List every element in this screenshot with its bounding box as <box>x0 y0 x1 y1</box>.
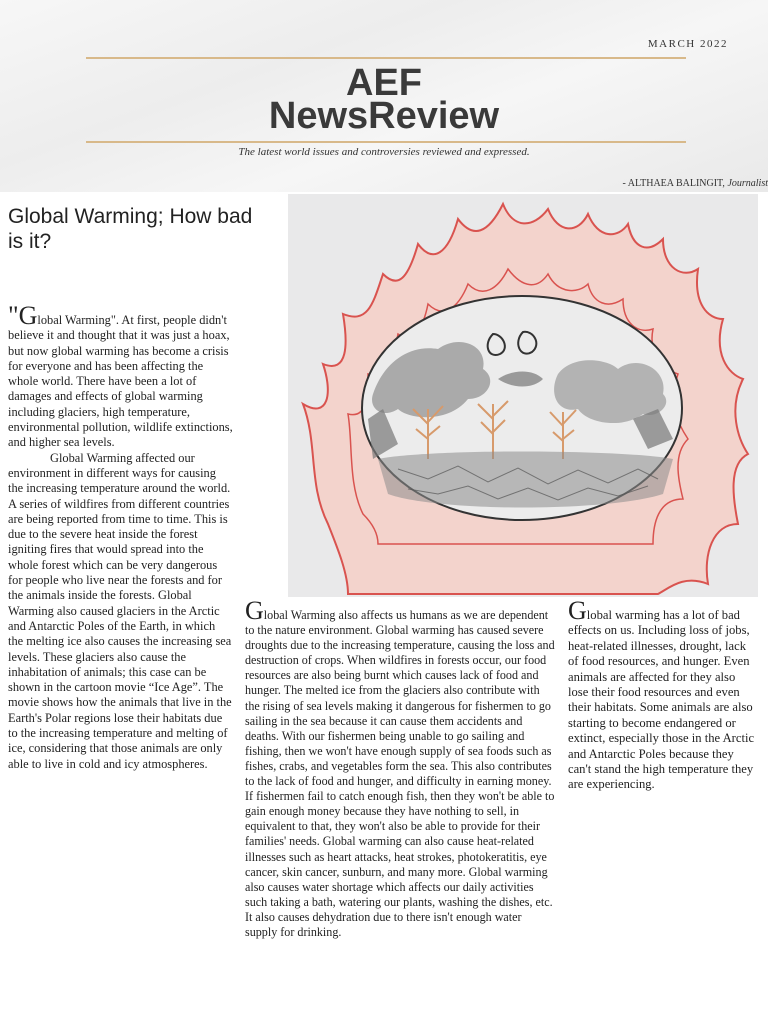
column3-text: lobal warming has a lot of bad effects on us. Including loss of jobs, heat-related illnesses, drought, lack of food resources, and hunger. Even animals are affected for they also lose their food resources and even their habitats. Some animals are also starting to become endangered or extinct, especially those in the Arctic and Antarctic Poles because they can't stand the high temperature they are experiencing. <box>568 608 755 792</box>
article-column-2 <box>245 596 555 940</box>
masthead-tagline: The latest world issues and controversies reviewed and expressed. <box>238 146 530 158</box>
masthead-title-line1: AEF <box>346 62 422 104</box>
article-column-3 <box>568 596 758 793</box>
column1-paragraph1 <box>8 301 233 451</box>
dropcap: G <box>245 596 264 625</box>
column2-paragraph <box>245 596 555 940</box>
masthead-title-line2: NewsReview <box>268 95 500 137</box>
byline-role: Journalist <box>727 178 768 189</box>
column1-paragraph2: Global Warming affected our environment in different ways for causing the increasing temperature around the world. A series of wildfires from different countries are being reported from time to time. This is due to the severe heat inside the forest igniting fires that would spread into the whole forest which can be very dangerous for people who live near the forests and for the animals inside the forests. Global Warming also caused glaciers in the Arctic and Antarctic Poles of the Earth, in which the melting ice also causes the increasing sea levels. These glaciers also cause the inhabitation of animals; this case can be shown in the cartoon movie “Ice Age”. The movie shows how the animals that live in the Earth's Polar regions lose their habitats due to the increasing temperature and melting of ice, considering that those animals are only able to live in cold and icy atmospheres. <box>8 450 232 771</box>
dropcap: G <box>18 301 38 330</box>
column3-paragraph <box>568 596 758 793</box>
dropcap: G <box>568 596 587 625</box>
opening-quote: " <box>8 301 19 330</box>
byline-name: - ALTHAEA BALINGIT, <box>622 178 728 189</box>
article-column-1 <box>8 301 233 772</box>
masthead-banner <box>0 0 768 192</box>
masthead-top-rule <box>86 57 686 59</box>
byline <box>622 178 768 189</box>
burning-earth-drawing-icon <box>288 194 758 597</box>
column2-text: lobal Warming also affects us humans as we are dependent to the nature environment. Global warming has caused severe droughts due to the increasing temperature, causing the loss and destruction of crops. When wildfires in forests occur, our food resources are also being burnt which causes lack of food and hunger. The melted ice from the glaciers also contribute with the rising of sea levels making it dangerous for fishermen to go sailing in the sea because it can cause them accidents and deaths. With our fishermen being unable to go sailing and fishing, then we won't have enough supply of sea foods such as fishes, crabs, and vegetables form the sea. This also contributes to the lack of food and hunger, and difficulty in earning money. If fishermen fail to catch enough fish, then they won't be able to gain enough money because they have nothing to sell, in equivalent to that, they won't also be able to provide for their families' needs. Global warming can also cause heat-related illnesses such as heart attacks, heat strokes, photokeratitis, eye cancer, skin cancer, sunburn, and many more. Global warming also causes water shortage which affects our daily activities such taking a bath, watering our plants, washing the dishes, etc. It also causes dehydration due to there isn't enough water supply for drinking. <box>245 608 555 939</box>
issue-date: MARCH 2022 <box>647 38 728 50</box>
column1-paragraph1-text: lobal Warming". At first, people didn't believe it and thought that it was just a hoax, but now global warming has become a crisis for everyone and has been affecting the whole world. There have been a lot of damages and effects of global warming including glaciers, high temperature, environmental pollution, wildlife extinctions, and higher sea levels. <box>8 313 233 450</box>
masthead-bottom-rule <box>86 141 686 143</box>
article-title: Global Warming; How bad is it? <box>8 205 253 253</box>
